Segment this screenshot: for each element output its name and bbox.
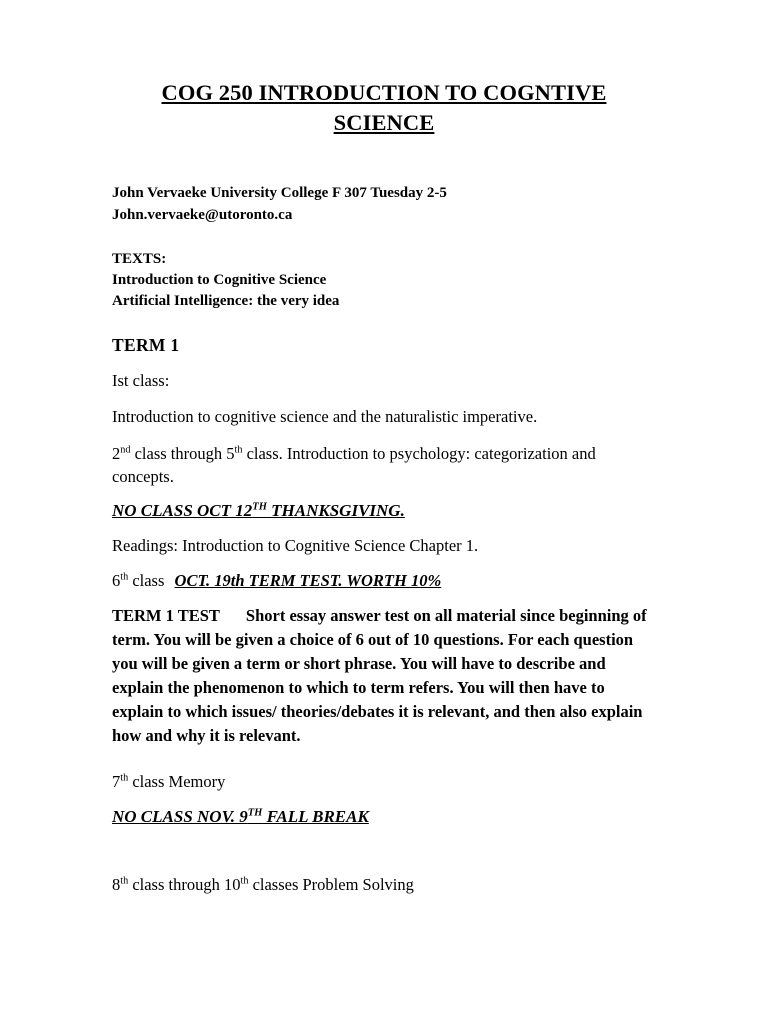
classes-8-10-mid: class through 10 (128, 874, 241, 894)
term-test-body: Short essay answer test on all material since beginning of term. You will be given a choice of 6 out of 10 questions. For each question you will be given a term or short phrase. You will have to describe and explain the phenomenon to which to term refers. You will then have to explain to which issues/ theories/debates it is relevant, and then also explain how and why it is relevant. (112, 605, 647, 746)
texts-label: TEXTS: (112, 250, 167, 267)
class-8-ordinal: th (120, 875, 129, 887)
class-six-ordinal: th (120, 571, 129, 583)
spacer (112, 521, 656, 534)
text-book-2: Artificial Intelligence: the very idea (112, 293, 340, 310)
page-title (112, 78, 656, 137)
no-class-fall-break-tail: FALL BREAK (262, 806, 369, 826)
classes-8-10-tail: classes Problem Solving (248, 874, 414, 894)
spacer (112, 591, 656, 604)
no-class-thanksgiving-tail: THANKSGIVING. (266, 501, 405, 521)
class-seven-ordinal: th (120, 772, 129, 784)
class-8-number: 8 (112, 874, 121, 894)
classes-2-through-5 (112, 442, 656, 489)
no-class-fall-break-text: NO CLASS NOV. 9 (112, 806, 248, 826)
classes-8-through-10 (112, 873, 656, 896)
term-test-block (112, 604, 652, 748)
class-5-ordinal-suffix: th (234, 444, 243, 456)
no-class-thanksgiving (112, 501, 656, 521)
classes-2-5-mid: class through 5 (130, 443, 235, 463)
no-class-fall-break (112, 807, 656, 827)
spacer (112, 558, 656, 571)
class-six-line (112, 571, 656, 591)
class-seven-number: 7 (112, 772, 121, 792)
spacer (112, 392, 656, 405)
page-title-line-2: SCIENCE (333, 109, 435, 135)
class-seven-line (112, 770, 656, 793)
class-six-label: class (128, 570, 169, 590)
text-book-1: Introduction to Cognitive Science (112, 272, 327, 289)
term-heading: TERM 1 (112, 334, 180, 355)
class-2-ordinal-suffix: nd (120, 444, 131, 456)
spacer (112, 488, 656, 501)
class-10-ordinal: th (240, 875, 249, 887)
class-six-test-emphasis: OCT. 19th TERM TEST. WORTH 10% (174, 570, 442, 590)
spacer (112, 794, 656, 807)
classes-2-5-tail: class. Introduction to psychology: categorization and concepts. (112, 443, 596, 487)
spacer (112, 748, 656, 770)
first-class-body: Introduction to cognitive science and the naturalistic imperative. (112, 407, 538, 427)
email-line: John.vervaeke@utoronto.ca (112, 207, 293, 224)
no-class-thanksgiving-ordinal: TH (252, 501, 267, 513)
spacer (112, 827, 656, 873)
instructor-line: John Vervaeke University College F 307 Tuesday 2-5 (112, 185, 447, 202)
first-class-label: Ist class: (112, 370, 170, 390)
term-test-heading: TERM 1 TEST (112, 605, 220, 625)
class-2-number: 2 (112, 443, 121, 463)
class-seven-tail: class Memory (128, 772, 226, 792)
readings-line: Readings: Introduction to Cognitive Science Chapter 1. (112, 536, 479, 556)
no-class-fall-break-ordinal: TH (247, 807, 263, 819)
spacer (112, 313, 656, 335)
page-title-line-1: COG 250 INTRODUCTION TO COGNTIVE (161, 80, 607, 105)
no-class-thanksgiving-text: NO CLASS OCT 12 (112, 501, 253, 521)
class-six-number: 6 (112, 570, 121, 590)
spacer (112, 227, 656, 249)
spacer (112, 356, 656, 369)
spacer (112, 137, 656, 183)
spacer (112, 429, 656, 442)
